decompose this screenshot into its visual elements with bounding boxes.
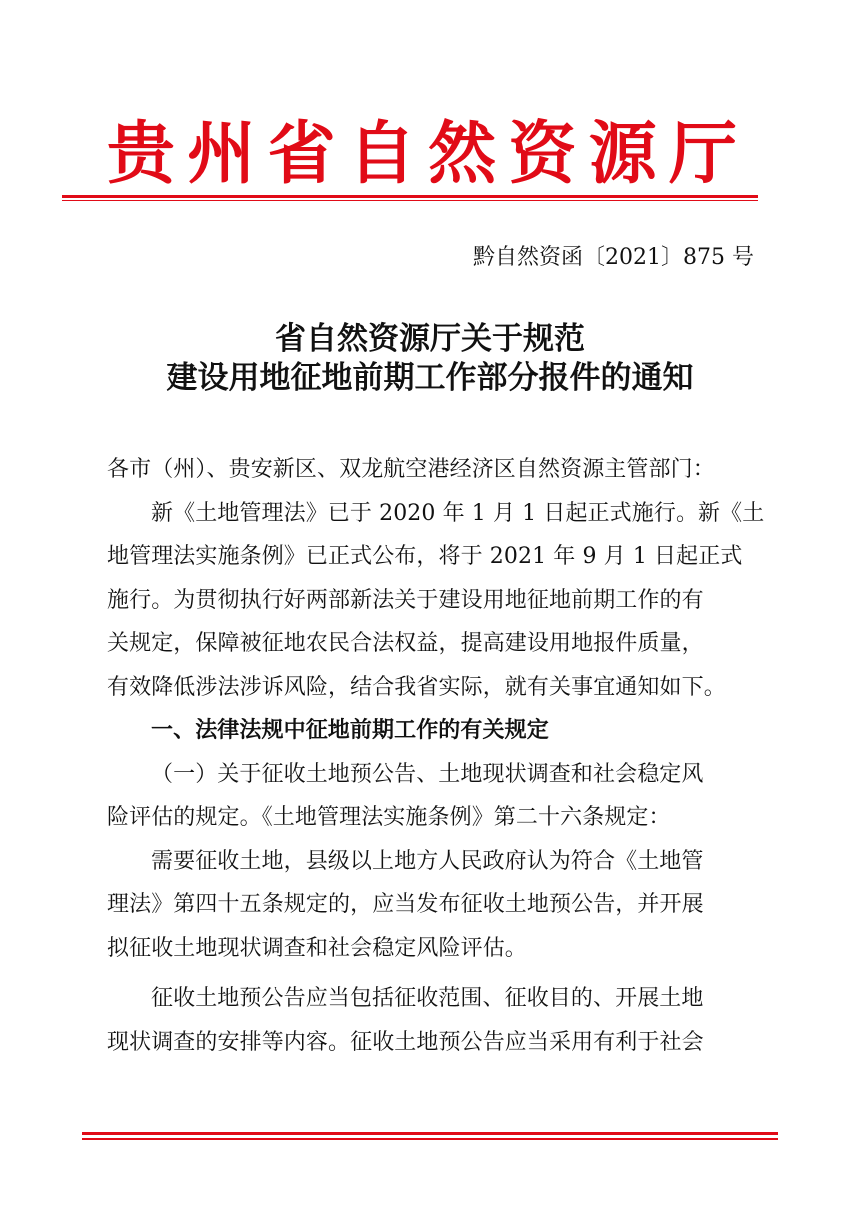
masthead-red-rule-thick bbox=[62, 195, 758, 198]
section-heading: 一、法律法规中征地前期工作的有关规定 bbox=[151, 718, 549, 743]
footer-red-rule-thin bbox=[82, 1138, 778, 1140]
issuing-authority-masthead bbox=[107, 116, 737, 194]
masthead-character: 厅 bbox=[668, 115, 737, 194]
body-line: 需要征收土地，县级以上地方人民政府认为符合《土地管 bbox=[151, 848, 704, 874]
document-number: 黔自然资函〔2021〕875 号 bbox=[473, 245, 754, 270]
body-line: 关规定，保障被征地农民合法权益，提高建设用地报件质量， bbox=[107, 631, 704, 656]
masthead-character: 然 bbox=[428, 115, 497, 194]
body-line: 地管理法实施条例》已正式公布，将于 2021 年 9 月 1 日起正式 bbox=[107, 544, 743, 569]
body-line: 现状调查的安排等内容。征收土地预公告应当采用有利于社会 bbox=[107, 1029, 704, 1055]
body-line: 理法》第四十五条规定的，应当发布征收土地预公告，并开展 bbox=[107, 892, 704, 917]
body-line: 征收土地预公告应当包括征收范围、征收目的、开展土地 bbox=[151, 986, 704, 1011]
body-line: 施行。为贯彻执行好两部新法关于建设用地征地前期工作的有 bbox=[107, 587, 704, 613]
masthead-character: 贵 bbox=[107, 115, 176, 194]
masthead-character: 资 bbox=[508, 115, 577, 194]
document-body bbox=[107, 448, 765, 1064]
salutation-line: 各市（州）、贵安新区、双龙航空港经济区自然资源主管部门： bbox=[107, 457, 715, 482]
subsection-heading: （一）关于征收土地预公告、土地现状调查和社会稳定风 bbox=[151, 761, 704, 787]
masthead-character: 源 bbox=[588, 115, 657, 194]
notice-title-line-1: 省自然资源厅关于规范 bbox=[275, 321, 585, 357]
body-line: 拟征收土地现状调查和社会稳定风险评估。 bbox=[107, 935, 527, 961]
masthead-character: 州 bbox=[187, 115, 256, 194]
body-line: 有效降低涉法涉诉风险，结合我省实际，就有关事宜通知如下。 bbox=[107, 674, 726, 700]
notice-title bbox=[0, 320, 860, 398]
masthead-character: 自 bbox=[347, 115, 416, 194]
masthead-red-rule-thin bbox=[62, 200, 758, 201]
body-line: 险评估的规定。《土地管理法实施条例》第二十六条规定： bbox=[107, 805, 671, 830]
body-line: 新《土地管理法》已于 2020 年 1 月 1 日起正式施行。新《土 bbox=[151, 500, 765, 526]
footer-red-rule-thick bbox=[82, 1132, 778, 1135]
notice-title-line-2: 建设用地征地前期工作部分报件的通知 bbox=[166, 360, 694, 396]
masthead-character: 省 bbox=[267, 115, 336, 194]
